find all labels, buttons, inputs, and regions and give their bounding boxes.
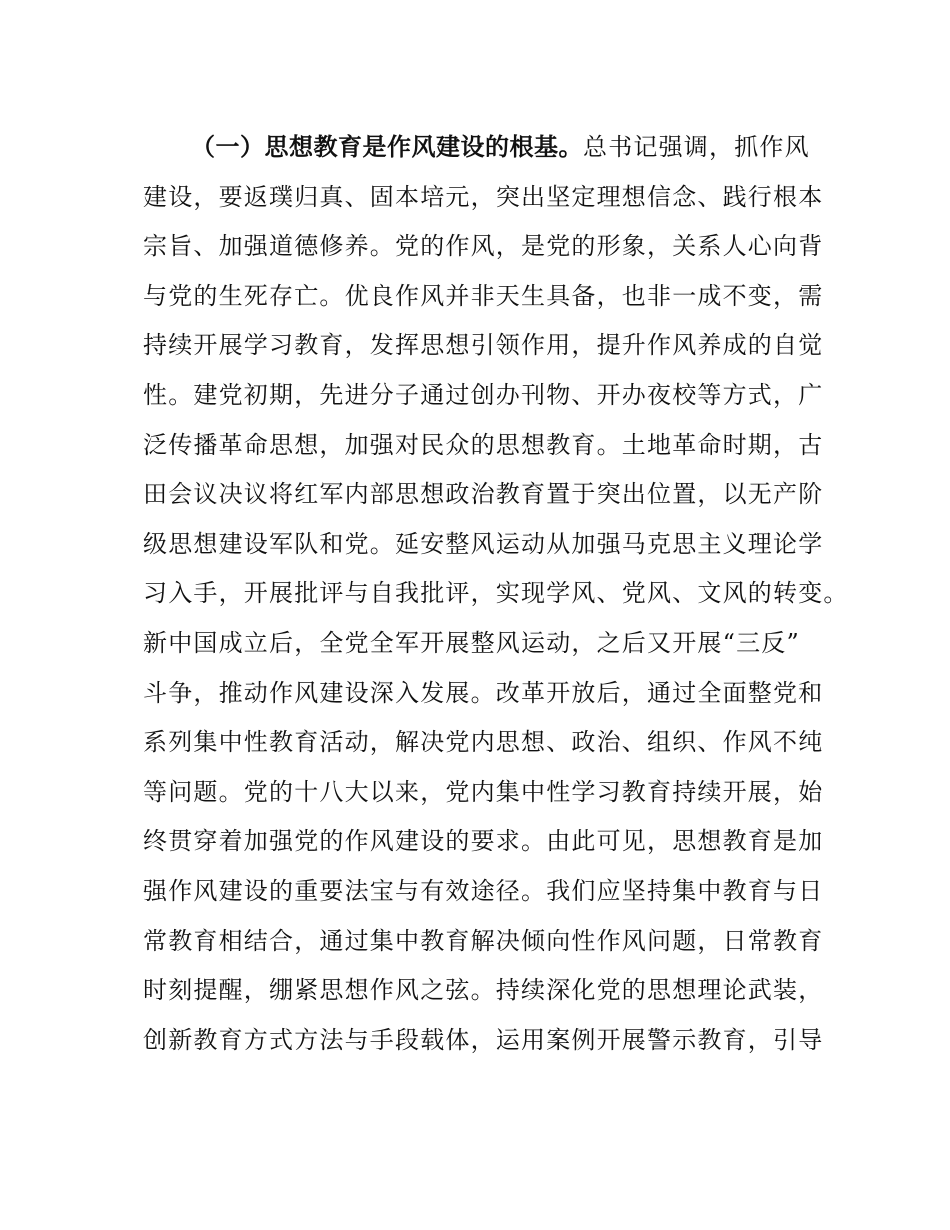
paragraph-first-line <box>143 123 843 173</box>
text-line: 宗旨、加强道德修养。党的作风，是党的形象，关系人心向背 <box>143 232 824 261</box>
text-line: 时刻提醒，绷紧思想作风之弦。持续深化党的思想理论武装， <box>143 976 824 1005</box>
text-line: 常教育相结合，通过集中教育解决倾向性作风问题，日常教育 <box>143 926 824 955</box>
text-line: 持续开展学习教育，发挥思想引领作用，提升作风养成的自觉 <box>143 331 824 360</box>
text-line: 创新教育方式方法与手段载体，运用案例开展警示教育，引导 <box>143 1025 824 1054</box>
text-line: 等问题。党的十八大以来，党内集中性学习教育持续开展，始 <box>143 777 824 806</box>
section-heading: （一）思想教育是作风建设的根基。 <box>191 133 583 161</box>
text-line: 终贯穿着加强党的作风建设的要求。由此可见，思想教育是加 <box>143 827 824 856</box>
first-line-text: 总书记强调，抓作风 <box>583 133 810 161</box>
text-line: 建设，要返璞归真、固本培元，突出坚定理想信念、践行根本 <box>143 182 824 211</box>
text-line: 强作风建设的重要法宝与有效途径。我们应坚持集中教育与日 <box>143 876 824 905</box>
document-body <box>143 123 849 1065</box>
text-line: 习入手，开展批评与自我批评，实现学风、党风、文风的转变。 <box>143 579 849 608</box>
text-line: 与党的生死存亡。优良作风并非天生具备，也非一成不变，需 <box>143 281 824 310</box>
text-line: 田会议决议将红军内部思想政治教育置于突出位置，以无产阶 <box>143 480 824 509</box>
text-line: 级思想建设军队和党。延安整风运动从加强马克思主义理论学 <box>143 529 824 558</box>
text-line: 泛传播革命思想，加强对民众的思想教育。土地革命时期，古 <box>143 430 824 459</box>
text-line: 系列集中性教育活动，解决党内思想、政治、组织、作风不纯 <box>143 728 824 757</box>
text-line: 斗争，推动作风建设深入发展。改革开放后，通过全面整党和 <box>143 678 824 707</box>
text-line: 性。建党初期，先进分子通过创办刊物、开办夜校等方式，广 <box>143 380 824 409</box>
text-line: 新中国成立后，全党全军开展整风运动，之后又开展“三反” <box>143 628 800 657</box>
